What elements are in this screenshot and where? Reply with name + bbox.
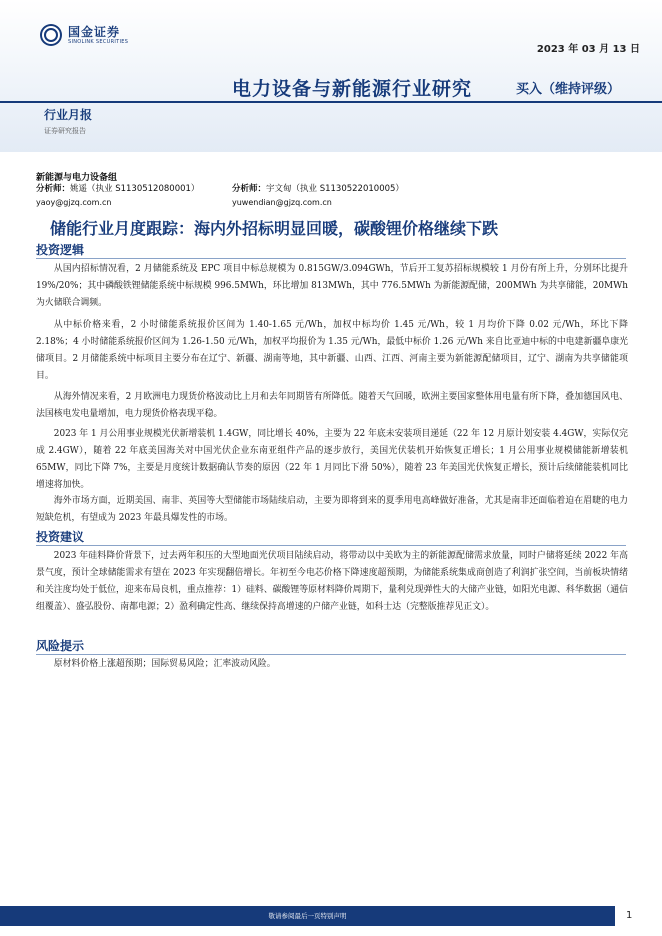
logo-name-cn: 国金证券: [68, 24, 121, 39]
title-divider: [0, 101, 662, 103]
report-category: 证券研究报告: [44, 127, 86, 135]
analyst-2: [232, 182, 404, 194]
section-divider: [36, 654, 626, 655]
paragraph: 海外市场方面，近期美国、南非、英国等大型储能市场陆续启动，主要为即将到来的夏季用电高峰做好准备，尤其是南非还面临着迫在眉睫的电力短缺危机，有望成为 2023 年最具爆发性的市场。: [36, 496, 628, 523]
report-headline: 储能行业月度跟踪：海内外招标明显回暖，碳酸锂价格继续下跌: [50, 219, 499, 238]
analyst-2-name: 宇文甸（执业 S1130522010005）: [266, 184, 404, 194]
logo-icon: [40, 24, 62, 46]
report-type: 行业月报: [44, 108, 93, 122]
section-title-investment-advice: 投资建议: [36, 530, 85, 544]
research-group: 新能源与电力设备组: [36, 173, 118, 183]
analyst-1: [36, 182, 199, 194]
section-divider: [36, 258, 626, 259]
analyst-1-label: 分析师：: [36, 184, 71, 194]
section-divider: [36, 545, 626, 546]
logo-name-en: SINOLINK SECURITIES: [68, 38, 129, 45]
paragraph: 从国内招标情况看，2 月储能系统及 EPC 项目中标总规模为 0.815GW/3.094GWh，节后开工复苏招标规模较 1 月份有所上升，分别环比提升 19%/20%；其中磷酸铁锂储能系统中标规模 996.5MWh，环比增加 813MWh，其中 776.5MWh 为新能源配储，200MWh 为共享储能，20MWh 为火储联合调频。: [36, 264, 628, 308]
paragraph: 2023 年硅料降价背景下，过去两年积压的大型地面光伏项目陆续启动，将带动以中美欧为主的新能源配储需求放量，同时户储将延续 2022 年高景气度，预计全球储能需求有望在 2023 年实现翻倍增长。年初至今电芯价格下降速度超预期，为储能系统集成商创造了利润扩张空间，当前板块情绪和关注度均处于低位，迎来布局良机，重点推荐：1）硅料、碳酸锂等原材料降价周期下，量利兑现弹性大的大储产业链，如阳光电源、科华数据（通信组覆盖）、盛弘股份、南都电源；2）盈利确定性高、继续保持高增速的户储产业链，如科士达（完整版推荐见正文）。: [36, 551, 628, 612]
report-title: 电力设备与新能源行业研究: [232, 78, 473, 100]
analyst-2-label: 分析师：: [232, 184, 267, 194]
company-logo: [40, 24, 128, 46]
footer-disclaimer: 敬请参阅最后一页特别声明: [268, 912, 347, 920]
paragraph: 2023 年 1 月公用事业规模光伏新增装机 1.4GW，同比增长 40%，主要为 22 年底未安装项目递延（22 年 12 月原计划安装 4.4GW，实际仅完成 2.4GW），随着 22 年底美国海关对中国光伏企业东南亚组件产品的逐步放行，美国光伏装机开始恢复正增长；1 月公用事业规模储能新增装机 65MW，同比下降 7%，主要是月度统计数据确认节奏的原因（22 年 1 月同比下滑 50%），随着 23 年美国光伏恢复正增长，预计后续储能装机同比增速将加快。: [36, 429, 628, 490]
report-date: 2023 年 03 月 13 日: [536, 44, 640, 55]
analyst-1-email[interactable]: yaoy@gjzq.com.cn: [36, 198, 112, 207]
section-title-investment-logic: 投资逻辑: [36, 243, 85, 257]
analyst-2-email[interactable]: yuwendian@gjzq.com.cn: [232, 198, 332, 207]
paragraph: 原材料价格上涨超预期；国际贸易风险；汇率波动风险。: [53, 659, 276, 669]
page-number: 1: [626, 910, 633, 921]
paragraph: 从海外情况来看，2 月欧洲电力现货价格波动比上月和去年同期皆有所降低。随着天气回暖，欧洲主要国家整体用电量有所下降，叠加德国风电、法国核电发电量增加，电力现货价格表现平稳。: [36, 392, 628, 419]
analyst-1-name: 姚遥（执业 S1130512080001）: [70, 184, 200, 194]
paragraph: 从中标价格来看，2 小时储能系统报价区间为 1.40-1.65 元/Wh，加权中标均价 1.45 元/Wh，较 1 月均价下降 0.02 元/Wh，环比下降 2.18%；4 小时储能系统报价区间为 1.26-1.50 元/Wh，加权平均报价为 1.35 元/Wh，最低中标价 1.26 元/Wh 来自比亚迪中标的中电建新疆阜康光储项目。2 月储能系统中标项目主要分布在辽宁、新疆、湖南等地，其中新疆、山西、江西、河南主要为新能源配储项目，辽宁、湖南为共享储能项目。: [36, 320, 628, 381]
section-title-risk: 风险提示: [36, 639, 85, 653]
rating-label: 买入（维持评级）: [516, 82, 621, 97]
